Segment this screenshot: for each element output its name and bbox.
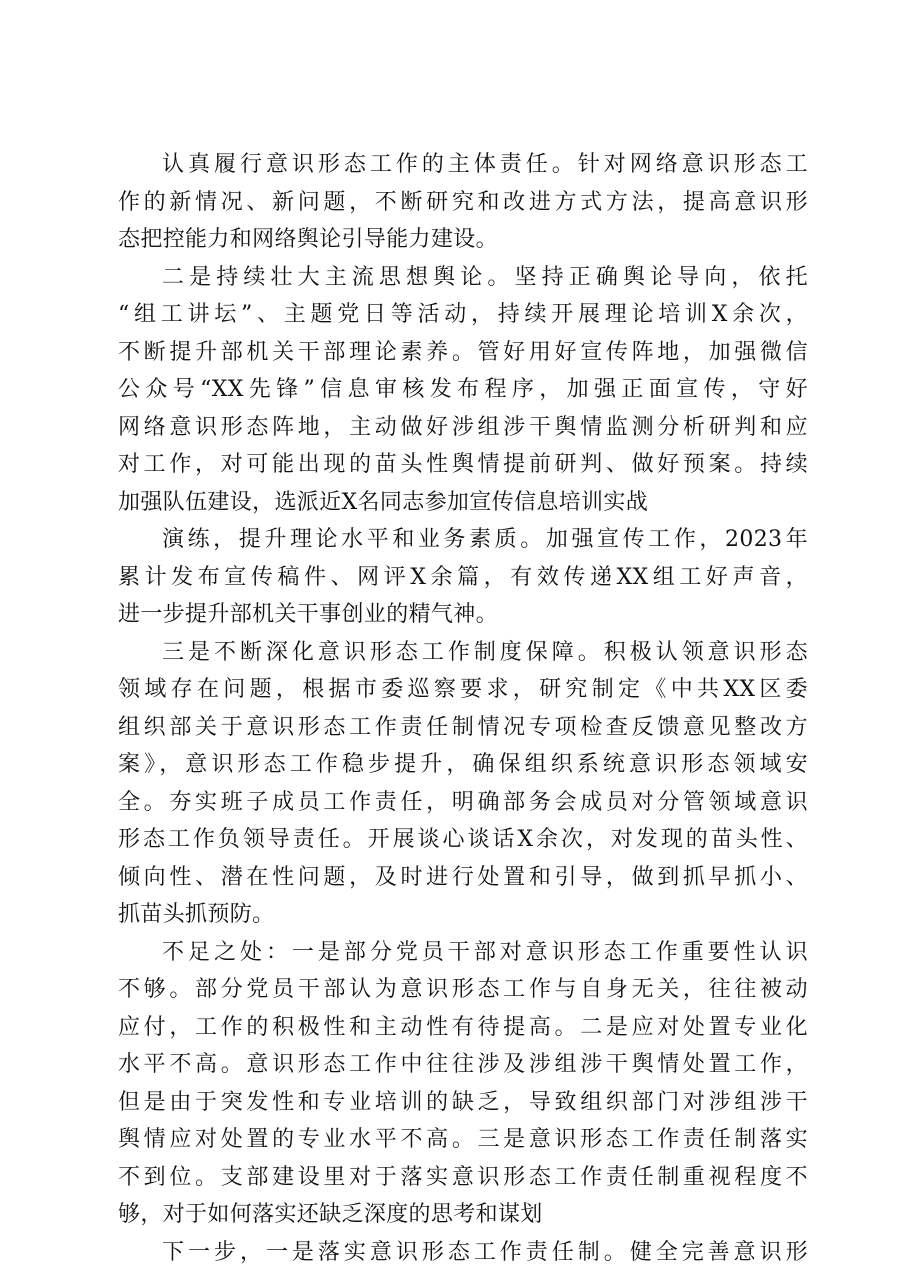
- paragraph-p2: [118, 259, 808, 522]
- text-line: 但是由于突发性和专业培训的缺乏，导致组织部门对涉组涉干: [118, 1089, 808, 1115]
- text-line: 舆情应对处置的专业水平不高。三是意识形态工作责任制落实: [118, 1127, 808, 1152]
- paragraph-p4: [118, 634, 808, 934]
- text-line: 加强队伍建设，选派近X名同志参加宣传信息培训实战: [118, 489, 649, 515]
- text-line: 累计发布宣传稿件、网评X余篇，有效传递XX组工好声音，: [118, 564, 808, 590]
- text-line: 应付，工作的积极性和主动性有待提高。二是应对处置专业化: [118, 1014, 808, 1040]
- text-line: 不足之处：一是部分党员干部对意识形态工作重要性认识: [162, 939, 808, 965]
- text-line: 够，对于如何落实还缺乏深度的思考和谋划: [118, 1202, 543, 1227]
- paragraph-p5: [118, 934, 808, 1234]
- text-line: 领域存在问题，根据市委巡察要求，研究制定《中共XX区委: [118, 677, 808, 702]
- text-line: 作的新情况、新问题，不断研究和改进方式方法，提高意识形: [118, 189, 808, 215]
- text-line: 全。夯实班子成员工作责任，明确部务会成员对分管领域意识: [118, 789, 808, 815]
- document-body: [118, 146, 808, 1271]
- text-line: “组工讲坛”、主题党日等活动，持续开展理论培训X余次，: [118, 302, 808, 327]
- text-line: 态把控能力和网络舆论引导能力建设。: [118, 227, 498, 252]
- text-line: 倾向性、潜在性问题，及时进行处置和引导，做到抓早抓小、: [118, 864, 808, 890]
- text-line: 不到位。支部建设里对于落实意识形态工作责任制重视程度不: [118, 1164, 808, 1190]
- paragraph-p3: [118, 521, 808, 634]
- paragraph-p6: [118, 1234, 808, 1272]
- text-line: 不够。部分党员干部认为意识形态工作与自身无关，往往被动: [118, 977, 808, 1002]
- text-line: 进一步提升部机关干事创业的精气神。: [118, 602, 498, 627]
- text-line: 不断提升部机关干部理论素养。管好用好宣传阵地，加强微信: [118, 339, 808, 365]
- paragraph-p1: [118, 146, 808, 259]
- text-line: 下一步，一是落实意识形态工作责任制。健全完善意识形: [162, 1239, 808, 1265]
- text-line: 抓苗头抓预防。: [118, 902, 275, 927]
- text-line: 组织部关于意识形态工作责任制情况专项检查反馈意见整改方: [118, 714, 808, 740]
- text-line: 案》，意识形态工作稳步提升，确保组织系统意识形态领域安: [118, 752, 808, 777]
- text-line: 网络意识形态阵地，主动做好涉组涉干舆情监测分析研判和应: [118, 414, 808, 440]
- text-line: 公众号“XX先锋”信息审核发布程序，加强正面宣传，守好: [118, 377, 808, 402]
- text-line: 对工作，对可能出现的苗头性舆情提前研判、做好预案。持续: [118, 452, 808, 477]
- text-line: 演练，提升理论水平和业务素质。加强宣传工作，2023年: [162, 527, 808, 552]
- text-line: 三是不断深化意识形态工作制度保障。积极认领意识形态: [162, 639, 808, 665]
- text-line: 水平不高。意识形态工作中往往涉及涉组涉干舆情处置工作，: [118, 1052, 808, 1077]
- text-line: 形态工作负领导责任。开展谈心谈话X余次，对发现的苗头性、: [118, 827, 808, 852]
- text-line: 二是持续壮大主流思想舆论。坚持正确舆论导向，依托: [162, 264, 808, 290]
- text-line: 认真履行意识形态工作的主体责任。针对网络意识形态工: [162, 152, 808, 177]
